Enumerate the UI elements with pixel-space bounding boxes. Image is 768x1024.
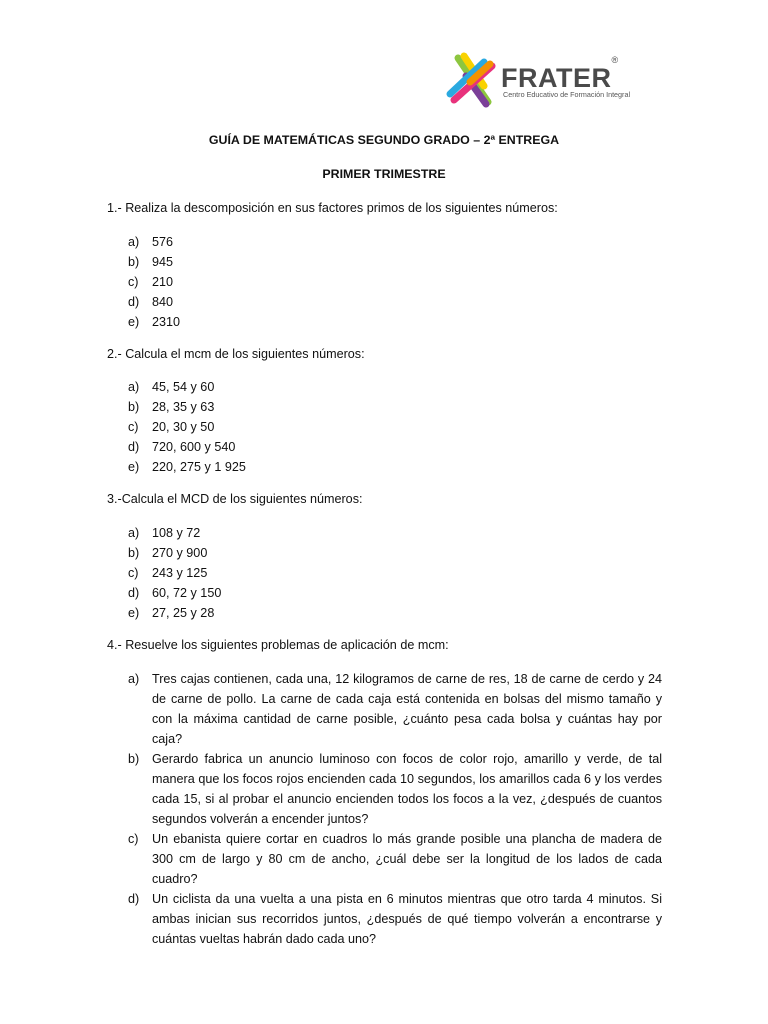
item-letter: c) bbox=[128, 420, 139, 434]
item-text: 220, 275 y 1 925 bbox=[152, 460, 246, 474]
list-item bbox=[128, 457, 246, 477]
item-letter: d) bbox=[128, 295, 140, 309]
item-letter: c) bbox=[128, 566, 139, 580]
item-text: 243 y 125 bbox=[152, 566, 208, 580]
question-4-prompt: 4.- Resuelve los siguientes problemas de aplicación de mcm: bbox=[107, 638, 449, 652]
item-letter: e) bbox=[128, 315, 140, 329]
item-letter: d) bbox=[128, 586, 140, 600]
question-3-list bbox=[128, 523, 221, 623]
item-letter: e) bbox=[128, 460, 140, 474]
page-title: GUÍA DE MATEMÁTICAS SEGUNDO GRADO – 2ª ENTREGA bbox=[208, 133, 560, 147]
list-item bbox=[128, 437, 246, 457]
list-item bbox=[128, 252, 180, 272]
item-text: Un ebanista quiere cortar en cuadros lo más grande posible una plancha de madera de 300 cm de largo y 80 cm de ancho, ¿cuál debe ser la longitud de los lados de cada cuadro? bbox=[152, 832, 662, 886]
item-text: 576 bbox=[152, 235, 174, 249]
problem-item bbox=[128, 749, 662, 829]
item-letter: c) bbox=[128, 275, 139, 289]
list-item bbox=[128, 563, 221, 583]
frater-x-mark-icon bbox=[444, 52, 500, 112]
item-letter: b) bbox=[128, 546, 140, 560]
question-3-prompt: 3.-Calcula el MCD de los siguientes números: bbox=[107, 492, 363, 506]
problem-item bbox=[128, 889, 662, 949]
item-text: 270 y 900 bbox=[152, 546, 208, 560]
question-1-prompt: 1.- Realiza la descomposición en sus factores primos de los siguientes números: bbox=[107, 201, 558, 215]
brand-name: FRATER® bbox=[501, 55, 619, 93]
item-text: 945 bbox=[152, 255, 174, 269]
item-text: 840 bbox=[152, 295, 174, 309]
item-letter: a) bbox=[128, 526, 140, 540]
problem-item bbox=[128, 829, 662, 889]
list-item bbox=[128, 312, 180, 332]
list-item bbox=[128, 272, 180, 292]
item-letter: a) bbox=[128, 235, 140, 249]
item-text: 60, 72 y 150 bbox=[152, 586, 222, 600]
frater-logo bbox=[444, 52, 644, 112]
item-text: 27, 25 y 28 bbox=[152, 606, 215, 620]
item-text: 28, 35 y 63 bbox=[152, 400, 215, 414]
item-letter: e) bbox=[128, 606, 140, 620]
item-text: Un ciclista da una vuelta a una pista en 6 minutos mientras que otro tarda 4 minutos. Si ambas inician sus recorridos juntos, ¿después de qué tiempo volverán a encontrarse y cuántas vueltas habrán dado cada uno? bbox=[152, 892, 662, 946]
item-letter: c) bbox=[128, 832, 139, 846]
list-item bbox=[128, 377, 246, 397]
question-4-list bbox=[128, 669, 662, 949]
list-item bbox=[128, 232, 180, 252]
list-item bbox=[128, 417, 246, 437]
item-text: 20, 30 y 50 bbox=[152, 420, 215, 434]
item-letter: d) bbox=[128, 892, 140, 906]
page-subtitle: PRIMER TRIMESTRE bbox=[322, 167, 446, 181]
list-item bbox=[128, 523, 221, 543]
item-text: 45, 54 y 60 bbox=[152, 380, 215, 394]
item-letter: b) bbox=[128, 400, 140, 414]
item-text: 2310 bbox=[152, 315, 181, 329]
question-2-list bbox=[128, 377, 246, 477]
question-1-list bbox=[128, 232, 180, 332]
item-letter: b) bbox=[128, 255, 140, 269]
question-2-prompt: 2.- Calcula el mcm de los siguientes números: bbox=[107, 347, 365, 361]
list-item bbox=[128, 397, 246, 417]
problem-item bbox=[128, 669, 662, 749]
list-item bbox=[128, 292, 180, 312]
item-text: 720, 600 y 540 bbox=[152, 440, 236, 454]
item-letter: d) bbox=[128, 440, 140, 454]
item-letter: a) bbox=[128, 380, 140, 394]
item-letter: b) bbox=[128, 752, 140, 766]
item-text: 210 bbox=[152, 275, 174, 289]
item-text: Gerardo fabrica un anuncio luminoso con focos de color rojo, amarillo y verde, de tal manera que los focos rojos encienden cada 10 segundos, los amarillos cada 6 y los verdes cada 15, si al probar el anuncio encienden todos los focos a la vez, ¿después de cuantos segundos volverán a encender juntos? bbox=[152, 752, 662, 826]
list-item bbox=[128, 603, 221, 623]
list-item bbox=[128, 583, 221, 603]
brand-tagline: Centro Educativo de Formación Integral bbox=[503, 90, 631, 99]
item-text: Tres cajas contienen, cada una, 12 kilogramos de carne de res, 18 de carne de cerdo y 24 de carne de pollo. La carne de cada caja está contenida en bolsas del mismo tamaño y con la máxima cantidad de carne posible, ¿cuánto pesa cada bolsa y cuántas hay por caja? bbox=[152, 672, 662, 746]
list-item bbox=[128, 543, 221, 563]
item-text: 108 y 72 bbox=[152, 526, 201, 540]
item-letter: a) bbox=[128, 672, 140, 686]
